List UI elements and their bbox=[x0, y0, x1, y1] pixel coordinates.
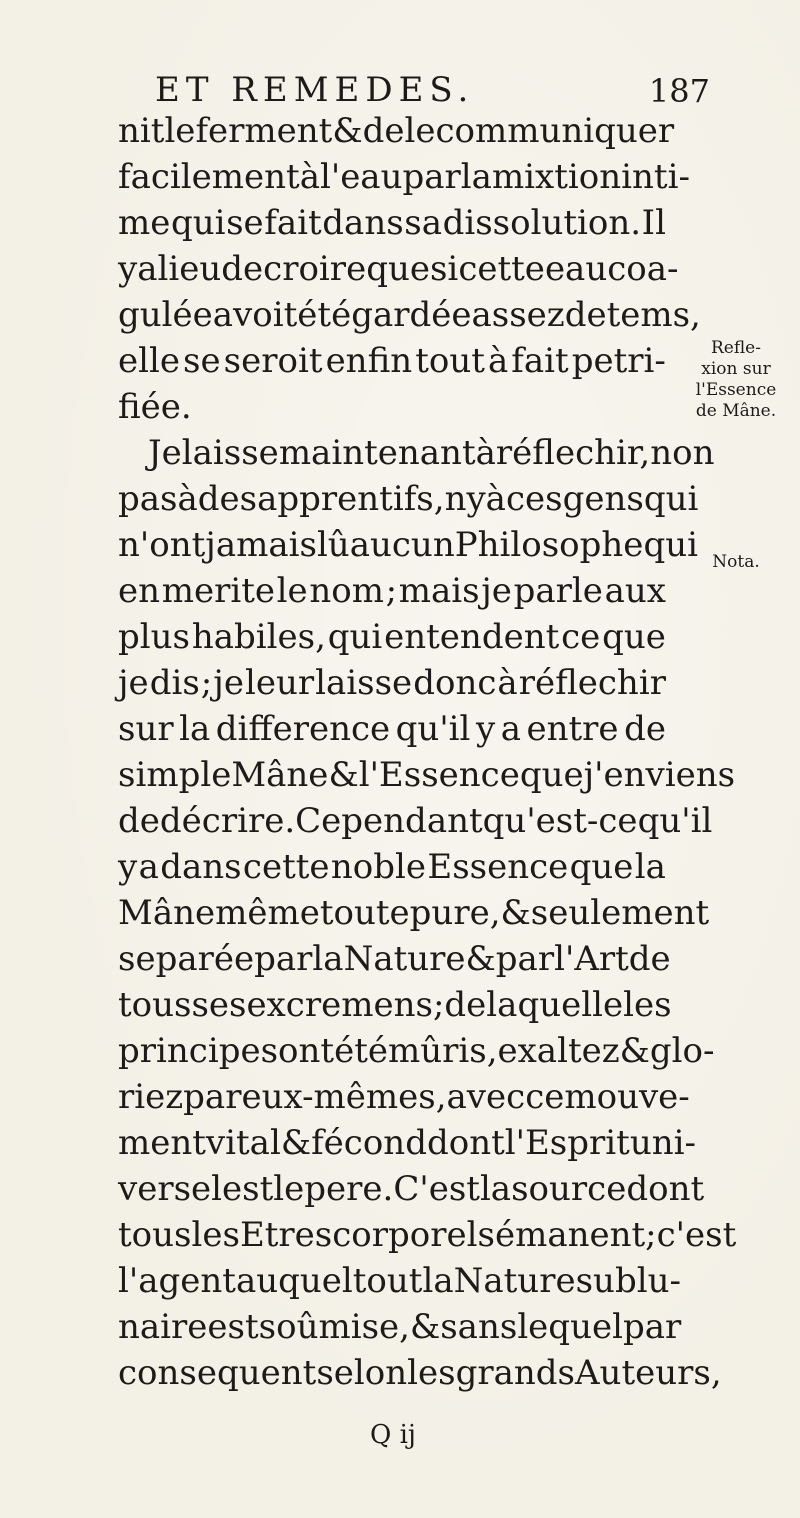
text-line: ment vital & fécond dont l'Esprit uni- bbox=[118, 1123, 696, 1163]
text-line: fiée. bbox=[118, 387, 192, 427]
text-line: naire est soûmise, & sans lequel par bbox=[118, 1307, 682, 1347]
text-line: gulée avoit été gardée assez de tems, bbox=[118, 295, 701, 335]
text-line: principes ont été mûris, exaltez & glo- bbox=[118, 1031, 715, 1071]
text-line: separée par la Nature & par l'Art de bbox=[118, 939, 671, 979]
text-line: riez par eux-mêmes, avec ce mouve- bbox=[118, 1077, 690, 1117]
margin-notes bbox=[686, 338, 786, 573]
margin-note-line: xion sur bbox=[701, 359, 771, 379]
text-line: en merite le nom ; mais je parle aux bbox=[118, 571, 666, 611]
text-line: tous les Etres corporels émanent ; c'est bbox=[118, 1215, 737, 1255]
text-line: plus habiles, qui entendent ce que bbox=[118, 617, 666, 657]
running-head bbox=[155, 70, 710, 110]
text-line: tous ses excremens ; de laquelle les bbox=[118, 985, 672, 1025]
margin-note-nota bbox=[686, 552, 786, 573]
margin-note-line: de Mâne. bbox=[695, 401, 777, 421]
text-line: consequent selon les grands Auteurs, bbox=[118, 1353, 722, 1393]
signature-mark: Q ij bbox=[370, 1420, 416, 1450]
page-number: 187 bbox=[648, 72, 710, 110]
text-line: me qui se fait dans sa dissolution. Il bbox=[118, 203, 666, 243]
text-line: Mâne même toute pure, & seulement bbox=[118, 893, 710, 933]
text-line: de décrire. Cependant qu'est-ce qu'il bbox=[118, 801, 713, 841]
text-line: elle se seroit enfin tout à fait petri- bbox=[118, 341, 666, 381]
margin-note-line: l'Essence bbox=[695, 380, 777, 400]
text-line: y a lieu de croire que si cette eau coa- bbox=[118, 249, 679, 289]
running-title: ET REMEDES. bbox=[155, 70, 475, 110]
text-line: l'agent auquel tout la Nature sublu- bbox=[118, 1261, 681, 1301]
text-line: nit le ferment & de le communiquer bbox=[118, 111, 675, 151]
text-line: y a dans cette noble Essence que la bbox=[118, 847, 666, 887]
text-line: versel est le pere. C'est la source dont bbox=[118, 1169, 705, 1209]
text-line: sur la difference qu'il y a entre de bbox=[118, 709, 666, 749]
text-line: Je laisse maintenant à réflechir, non bbox=[148, 433, 715, 473]
text-line: simple Mâne & l'Essence que j'en viens bbox=[118, 755, 736, 795]
margin-note-reflexion bbox=[686, 338, 786, 422]
text-line: n'ont jamais lû aucun Philosophe qui bbox=[118, 525, 698, 565]
text-line: pas à des apprentifs, ny à ces gens qui bbox=[118, 479, 699, 519]
text-line: facilement à l'eau par la mixtion inti- bbox=[118, 157, 690, 197]
margin-note-line: Refle- bbox=[710, 338, 761, 358]
text-line: je dis ; je leur laisse donc à réflechir bbox=[118, 663, 666, 703]
margin-note-line: Nota. bbox=[712, 552, 760, 572]
